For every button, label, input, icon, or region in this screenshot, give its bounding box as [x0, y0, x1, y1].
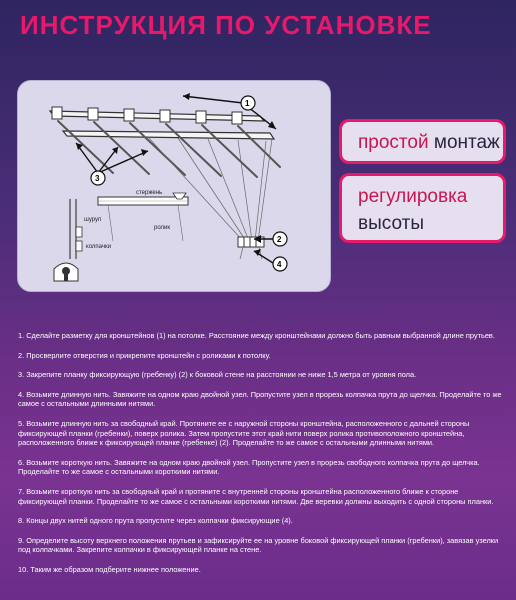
- feature-simple-rest: монтаж: [433, 132, 500, 153]
- instruction-step-4: 4. Возьмите длинную нить. Завяжите на одном краю двойной узел. Пропустите узел в прорезь колпачка прута до щелчка. Проделайте то же самое с остальными длинными нитями.: [18, 389, 502, 409]
- page-title: ИНСТРУКЦИЯ ПО УСТАНОВКЕ: [20, 10, 432, 40]
- instruction-step-1: 1. Сделайте разметку для кронштейнов (1) на потолке. Расстояние между кронштейнами должно быть равным выбранной длине прутьев.: [18, 331, 495, 340]
- feature-height-adjustment: [339, 173, 506, 243]
- instruction-step-8: 8. Концы двух нитей одного прута пропустите через колпачки фиксирующие (4).: [18, 516, 293, 526]
- callout-2: 2: [277, 235, 282, 244]
- installation-diagram: [17, 80, 331, 292]
- drying-rods: [58, 121, 280, 177]
- feature-simple-accent: простой: [358, 132, 429, 153]
- screw-detail: [70, 199, 82, 259]
- feature-adjust-accent: регулировка: [358, 186, 468, 207]
- callout-4: 4: [277, 260, 282, 269]
- roller-detail: [98, 193, 188, 241]
- feature-adjust-rest: высоты: [358, 213, 424, 234]
- feature-simple-mounting: [339, 119, 506, 164]
- instruction-step-3: 3. Закрепите планку фиксирующую (гребенку) (2) к боковой стене на расстоянии не ниже 1,5 метра от уровня пола.: [18, 370, 417, 380]
- instruction-step-5: 5. Возьмите длинную нить за свободный край. Протяните ее с наружной стороны кронштейна, расположенного с дальней стороны фиксирующей планки (гребенки), поверх ролика. Затем пропустите этот край нити поверх ролика противоположного кронштейна, расположенного ближе к фиксирующей планке (гребенке) (2). Проделайте то же самое с остальными длинными нитями.: [18, 418, 470, 448]
- label-caps: колпачки: [86, 244, 111, 250]
- instruction-step-2: 2. Просверлите отверстия и прикрепите кронштейн с роликами к потолку.: [18, 350, 271, 360]
- instruction-list: [18, 331, 502, 585]
- label-rod: стержень: [136, 190, 163, 196]
- callout-1: 1: [245, 99, 250, 108]
- dome-detail: [54, 263, 78, 281]
- label-roller: ролик: [154, 225, 171, 231]
- instruction-step-9: 9. Определите высоту верхнего положения прутьев и зафиксируйте ее на уровне боковой фиксирующей планки (гребенки), завязав узелки под колпачками. Закрепите колпачки в фиксирующей планке на стене.: [18, 535, 499, 555]
- instruction-step-10: 10. Таким же образом подберите нижнее положение.: [18, 564, 201, 574]
- instruction-step-7: 7. Возьмите короткую нить за свободный край и протяните с внутренней стороны кронштейна расположенного ближе к стороне фиксирующей планки. Проделайте то же самое с остальными короткими нитями. Две веревки должны выходить с одной стороны планки.: [18, 486, 494, 506]
- label-screw: шуруп: [84, 217, 102, 223]
- instruction-step-6: 6. Возьмите короткую нить. Завяжите на одном краю двойной узел. Пропустите узел в прорезь свободного колпачка прута до щелчка. Проделайте то же самое с остальными короткими нитями.: [18, 457, 480, 477]
- callout-3: 3: [95, 174, 100, 183]
- diagram-drawing: [18, 81, 331, 292]
